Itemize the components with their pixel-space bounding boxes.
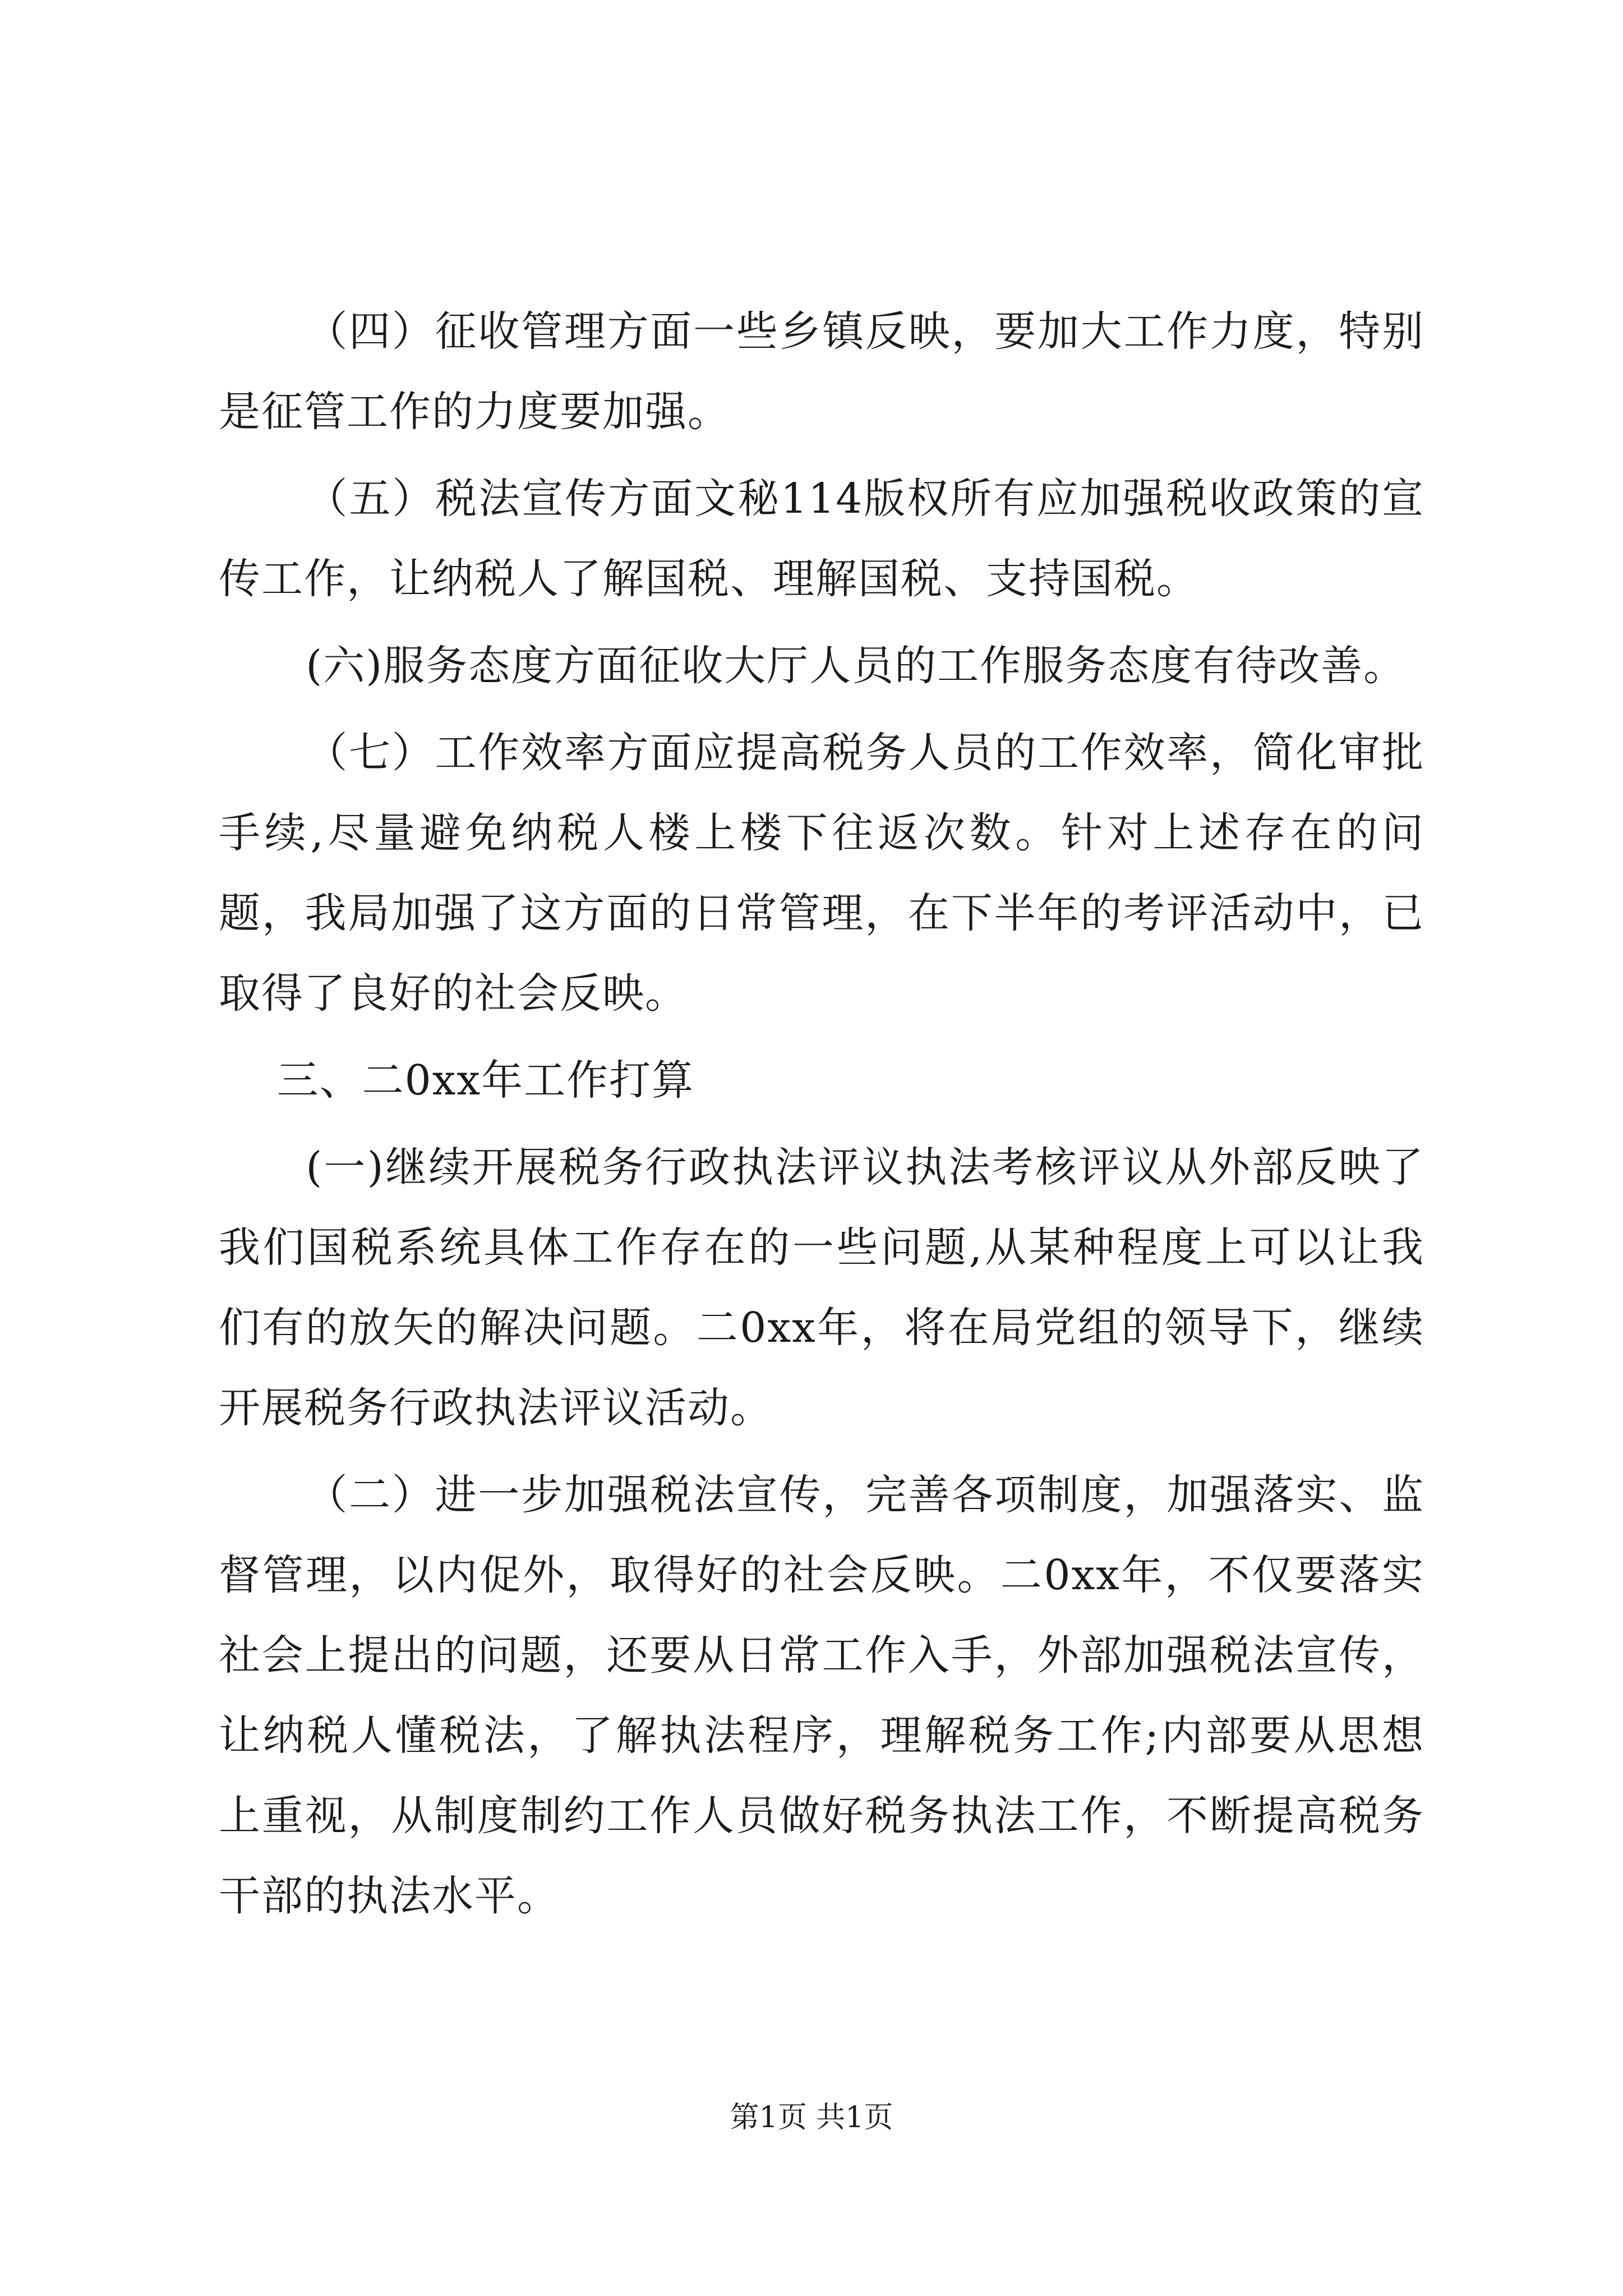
paragraph-tax-law-publicity: （五）税法宣传方面文秘114版权所有应加强税收政策的宣传工作，让纳税人了解国税、理解国税、支持国税。 [219,475,1424,603]
paragraph-service-attitude: (六)服务态度方面征收大厅人员的工作服务态度有待改善。 [306,642,1407,690]
paragraph-collection-management: （四）征收管理方面一些乡镇反映，要加大工作力度，特别是征管工作的力度要加强。 [219,307,1424,436]
paragraph-plan-two: （二）进一步加强税法宣传，完善各项制度，加强落实、监督管理，以内促外，取得好的社会反映。二0xx年，不仅要落实社会上提出的问题，还要从日常工作入手，外部加强税法宣传，让纳税人懂税法，了解执法程序，理解税务工作;内部要从思想上重视，从制度制约工作人员做好税务执法工作，不断提高税务干部的执法水平。 [219,1471,1424,1920]
section-heading: 三、二0xx年工作打算 [276,1056,695,1105]
page-footer: 第1页 共1页 [730,2101,893,2134]
document-body [219,292,1424,1943]
paragraph-work-efficiency: （七）工作效率方面应提高税务人员的工作效率，简化审批手续,尽量避免纳税人楼上楼下往返次数。针对上述存在的问题，我局加强了这方面的日常管理，在下半年的考评活动中，已取得了良好的社会反映。 [219,729,1424,1018]
paragraph-plan-one: (一)继续开展税务行政执法评议执法考核评议从外部反映了我们国税系统具体工作存在的一些问题,从某种程度上可以让我们有的放矢的解决问题。二0xx年，将在局党组的领导下，继续开展税务行政执法评议活动。 [219,1143,1424,1432]
